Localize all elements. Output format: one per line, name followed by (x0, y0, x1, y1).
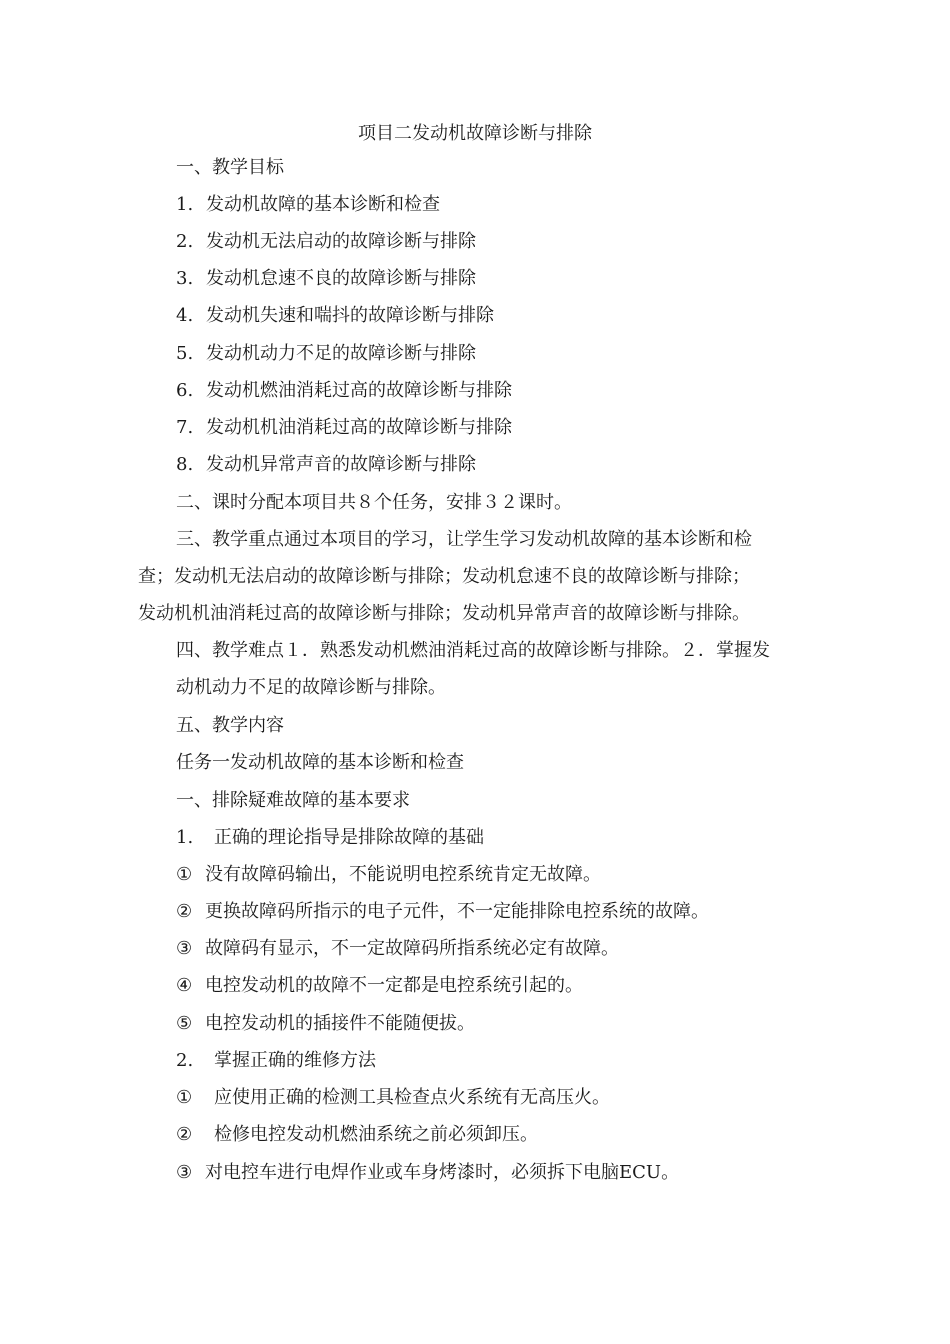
list-item (176, 266, 476, 292)
list-text: 电控发动机的故障不一定都是电控系统引起的。 (205, 975, 583, 996)
list-text: 故障码有显示，不一定故障码所指系统必定有故障。 (205, 938, 619, 959)
task-heading: 任务一发动机故障的基本诊断和检查 (176, 752, 464, 773)
circled-number: ① (176, 864, 193, 885)
list-number: 2. (176, 231, 194, 252)
circled-number: ⑤ (176, 1013, 193, 1034)
point-number: 2. (176, 1050, 194, 1071)
list-text: 电控发动机的插接件不能随便拔。 (205, 1013, 475, 1034)
list-item (176, 899, 709, 925)
section-focus-line: 三、教学重点通过本项目的学习，让学生学习发动机故障的基本诊断和检 (176, 529, 752, 550)
list-text: 发动机故障的基本诊断和检查 (206, 194, 440, 215)
list-item (176, 452, 476, 478)
circled-number: ③ (176, 1162, 193, 1183)
list-text: 发动机机油消耗过高的故障诊断与排除 (206, 417, 512, 438)
list-item (176, 415, 512, 441)
section-focus-line: 查；发动机无法启动的故障诊断与排除；发动机怠速不良的故障诊断与排除； (138, 566, 750, 587)
list-text: 发动机燃油消耗过高的故障诊断与排除 (206, 380, 512, 401)
list-number: 1. (176, 194, 194, 215)
list-item (176, 1011, 475, 1037)
sub-heading: 一、排除疑难故障的基本要求 (176, 790, 410, 811)
list-text: 没有故障码输出，不能说明电控系统肯定无故障。 (205, 864, 601, 885)
section-difficulty-line: 四、教学难点１．熟悉发动机燃油消耗过高的故障诊断与排除。２．掌握发 (176, 640, 770, 661)
list-text: 更换故障码所指示的电子元件，不一定能排除电控系统的故障。 (205, 901, 709, 922)
page-title: 项目二发动机故障诊断与排除 (358, 123, 592, 144)
list-text: 应使用正确的检测工具检查点火系统有无高压火。 (214, 1087, 610, 1108)
section-hours: 二、课时分配本项目共８个任务，安排３２课时。 (176, 492, 572, 513)
list-number: 3. (176, 268, 194, 289)
point-heading (176, 825, 484, 851)
list-item (176, 1122, 538, 1148)
list-item (176, 1160, 679, 1186)
list-number: 6. (176, 380, 194, 401)
circled-number: ② (176, 1124, 193, 1145)
list-text: 检修电控发动机燃油系统之前必须卸压。 (214, 1124, 538, 1145)
section-difficulty-line: 动机动力不足的故障诊断与排除。 (176, 677, 446, 698)
list-item (176, 341, 476, 367)
circled-number: ① (176, 1087, 193, 1108)
list-number: 4. (176, 305, 194, 326)
list-item (176, 862, 601, 888)
point-heading (176, 1048, 376, 1074)
circled-number: ④ (176, 975, 193, 996)
list-item (176, 192, 440, 218)
list-number: 7. (176, 417, 194, 438)
section-heading-objectives: 一、教学目标 (176, 157, 284, 178)
list-item (176, 303, 494, 329)
section-focus-line: 发动机机油消耗过高的故障诊断与排除；发动机异常声音的故障诊断与排除。 (138, 603, 750, 624)
circled-number: ③ (176, 938, 193, 959)
circled-number: ② (176, 901, 193, 922)
list-text: 发动机动力不足的故障诊断与排除 (206, 343, 476, 364)
point-text: 掌握正确的维修方法 (214, 1050, 376, 1071)
point-number: 1. (176, 827, 194, 848)
point-text: 正确的理论指导是排除故障的基础 (214, 827, 484, 848)
list-text: 发动机怠速不良的故障诊断与排除 (206, 268, 476, 289)
list-item (176, 1085, 610, 1111)
list-item (176, 378, 512, 404)
list-number: 8. (176, 454, 194, 475)
list-text: 对电控车进行电焊作业或车身烤漆时，必须拆下电脑ECU。 (205, 1162, 680, 1183)
list-item (176, 936, 619, 962)
list-number: 5. (176, 343, 194, 364)
list-item (176, 229, 476, 255)
list-text: 发动机失速和喘抖的故障诊断与排除 (206, 305, 494, 326)
list-text: 发动机异常声音的故障诊断与排除 (206, 454, 476, 475)
section-heading-content: 五、教学内容 (176, 715, 284, 736)
list-text: 发动机无法启动的故障诊断与排除 (206, 231, 476, 252)
list-item (176, 973, 583, 999)
